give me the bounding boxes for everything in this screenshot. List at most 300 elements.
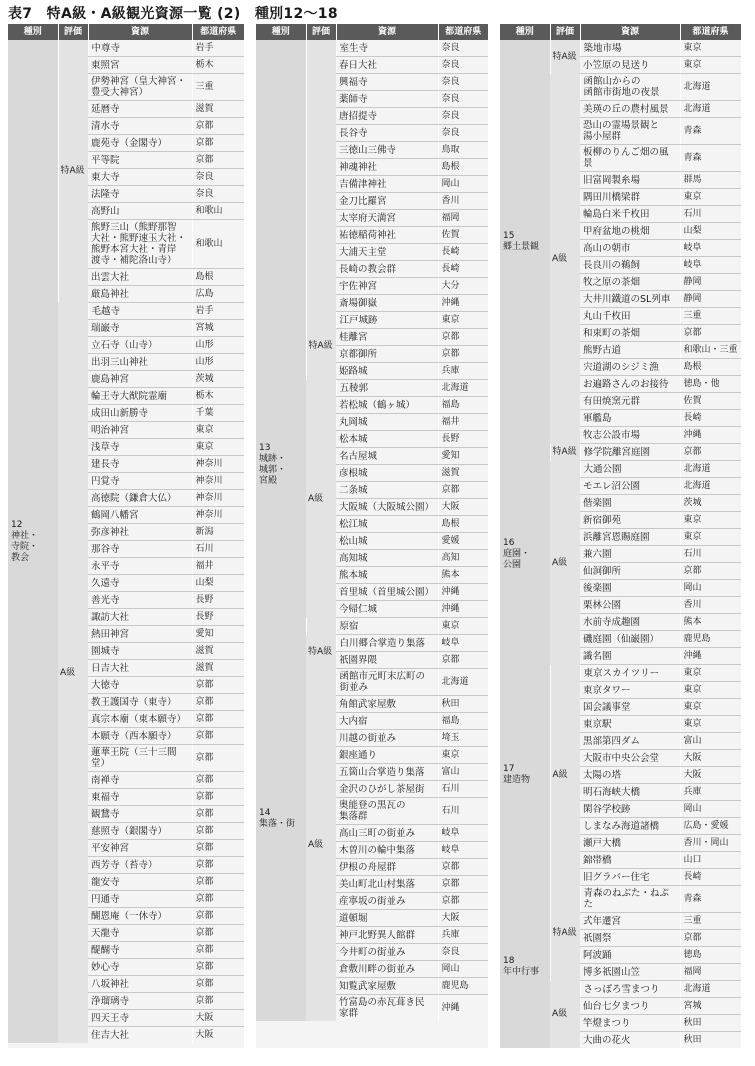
resource-name: 平等院 — [88, 152, 192, 169]
resource-name: 今帰仁城 — [336, 601, 438, 618]
resource-name: 旧富岡製糸場 — [580, 172, 680, 189]
prefecture-name: 奈良 — [192, 169, 244, 186]
resource-name: 国会議事堂 — [580, 699, 680, 716]
prefecture-name: 京都 — [192, 152, 244, 169]
resource-name: 大井川鐵道のSL列車 — [580, 291, 680, 308]
resource-name: 清水寺 — [88, 118, 192, 135]
prefecture-name: 神奈川 — [192, 507, 244, 524]
resource-name: 和束町の茶畑 — [580, 325, 680, 342]
prefecture-name: 大阪 — [438, 499, 488, 516]
rating-cell: 特A級 — [58, 40, 88, 303]
prefecture-name: 京都 — [192, 806, 244, 823]
prefecture-name: 鳥取 — [438, 142, 488, 159]
prefecture-name: 岐阜 — [438, 842, 488, 859]
resource-name: 興福寺 — [336, 74, 438, 91]
resource-name: 伊根の舟屋群 — [336, 859, 438, 876]
prefecture-name: 京都 — [192, 942, 244, 959]
prefecture-name: 東京 — [680, 40, 741, 57]
resource-name: 函館山からの 函館市街地の夜景 — [580, 74, 680, 101]
resource-name: 栗林公園 — [580, 597, 680, 614]
resource-name: 東大寺 — [88, 169, 192, 186]
prefecture-name: 秋田 — [680, 1015, 741, 1032]
table-column-2 — [256, 24, 488, 1048]
resource-name: 大曲の花火 — [583, 1034, 631, 1046]
prefecture-name: 島根 — [680, 359, 741, 376]
resource-name: 平安神宮 — [88, 840, 192, 857]
resource-name: 長良川の鵜飼 — [580, 257, 680, 274]
prefecture-name: 富山 — [438, 764, 488, 781]
prefecture-name: 山形 — [192, 354, 244, 371]
prefecture-name: 栃木 — [192, 388, 244, 405]
prefecture-name: 北海道 — [680, 478, 741, 495]
resource-name: 新宿御苑 — [580, 512, 680, 529]
prefecture-name: 岩手 — [192, 303, 244, 320]
prefecture-name: 岡山 — [438, 176, 488, 193]
table-row — [256, 618, 488, 635]
resource-name: 日吉大社 — [88, 660, 192, 677]
prefecture-name: 京都 — [680, 325, 741, 342]
prefecture-name: 長野 — [438, 431, 488, 448]
prefecture-name: 滋賀 — [192, 643, 244, 660]
prefecture-name: 京都 — [192, 857, 244, 874]
rating-cell: A級 — [550, 981, 580, 1049]
resource-name: 永平寺 — [88, 558, 192, 575]
resource-name: 水前寺成趣園 — [580, 614, 680, 631]
rating-cell: 特A級 — [550, 40, 580, 74]
resource-name: 教王護国寺（東寺） — [88, 694, 192, 711]
resource-name: 毛越寺 — [88, 303, 192, 320]
resource-name: 江戸城跡 — [336, 312, 438, 329]
resource-name: 美瑛の丘の農村風景 — [580, 101, 680, 118]
prefecture-name: 秋田 — [680, 1032, 741, 1049]
resource-name: 首里城（首里城公園） — [336, 584, 438, 601]
resource-name: 本願寺（西本願寺） — [88, 728, 192, 745]
resource-name: 瀬戸大橋 — [580, 835, 680, 852]
resource-name: 高徳院（鎌倉大仏） — [88, 490, 192, 507]
resource-name: 木曽川の輪中集落 — [336, 842, 438, 859]
prefecture-name: 奈良 — [438, 74, 488, 91]
resource-name: 宍道湖のシジミ漁 — [580, 359, 680, 376]
resource-name: 熊野古道 — [580, 342, 680, 359]
rating-cell: A級 — [550, 665, 580, 886]
resource-name: 道頓堀 — [336, 910, 438, 927]
prefecture-name: 京都 — [438, 346, 488, 363]
prefecture-name: 茨城 — [680, 495, 741, 512]
resource-name: 真宗本廟（東本願寺） — [88, 711, 192, 728]
resource-name: 牧志公設市場 — [580, 427, 680, 444]
resource-name: 建長寺 — [88, 456, 192, 473]
prefecture-name: 京都 — [192, 891, 244, 908]
rating-cell: A級 — [306, 380, 336, 618]
prefecture-name: 京都 — [680, 930, 741, 947]
prefecture-name: 東京 — [192, 422, 244, 439]
prefecture-name: 神奈川 — [192, 473, 244, 490]
prefecture-name: 京都 — [192, 959, 244, 976]
resource-name: 博多祇園山笠 — [580, 964, 680, 981]
prefecture-name: 島根 — [192, 269, 244, 286]
resource-name: 若松城（鶴ヶ城） — [336, 397, 438, 414]
prefecture-name: 石川 — [192, 541, 244, 558]
prefecture-name: 京都 — [438, 329, 488, 346]
table-row — [256, 312, 488, 329]
prefecture-name: 岡山 — [680, 801, 741, 818]
resource-name: 奥能登の黒瓦の 集落群 — [336, 798, 438, 825]
prefecture-name: 岐阜 — [680, 240, 741, 257]
category-cell: 12 神社・ 寺院・ 教会 — [8, 40, 58, 1043]
resource-name: 熊本城 — [336, 567, 438, 584]
rating-cell — [306, 618, 336, 635]
resource-name: 太陽の塔 — [580, 767, 680, 784]
prefecture-name: 北海道 — [680, 74, 741, 101]
rating-cell: A級 — [306, 669, 336, 1022]
prefecture-name: 岐阜 — [438, 825, 488, 842]
table-column-3 — [500, 24, 741, 1048]
resource-table-3 — [500, 24, 741, 1048]
resource-name: 唐招提寺 — [336, 108, 438, 125]
resource-name: 鹿島神宮 — [88, 371, 192, 388]
resource-name: 熱田神宮 — [88, 626, 192, 643]
header-rating: 評価 — [306, 24, 336, 40]
table-row — [500, 665, 741, 682]
prefecture-name: 京都 — [192, 694, 244, 711]
resource-name: 白川郷合掌造り集落 — [336, 635, 438, 652]
prefecture-name: 青森 — [680, 118, 741, 145]
prefecture-name: 京都 — [680, 563, 741, 580]
prefecture-name: 京都 — [192, 118, 244, 135]
prefecture-name: 大阪 — [192, 1027, 244, 1044]
resource-table-1 — [8, 24, 244, 1043]
header-prefecture: 都道府県 — [438, 24, 488, 40]
prefecture-name: 京都 — [192, 789, 244, 806]
resource-name: 祇園界隈 — [336, 652, 438, 669]
resource-name: 青森のねぶた・ねぷた — [580, 886, 680, 913]
table-row — [500, 40, 741, 57]
resource-name: 浜離宮恩賜庭園 — [580, 529, 680, 546]
prefecture-name: 福井 — [192, 558, 244, 575]
prefecture-name: 茨城 — [192, 371, 244, 388]
resource-name: 丸山千枚田 — [580, 308, 680, 325]
prefecture-name: 埼玉 — [438, 730, 488, 747]
resource-name: 住吉大社 — [91, 1029, 130, 1041]
resource-name: 妙心寺 — [88, 959, 192, 976]
resource-name: 美山町北山村集落 — [336, 876, 438, 893]
resource-name: 醐恩庵（一休寺） — [88, 908, 192, 925]
prefecture-name: 奈良 — [438, 40, 488, 57]
prefecture-name: 長崎 — [680, 869, 741, 886]
resource-name: 吉備津神社 — [336, 176, 438, 193]
prefecture-name: 鹿児島 — [680, 631, 741, 648]
resource-name: 醍醐寺 — [88, 942, 192, 959]
rating-cell: 特A級 — [550, 444, 580, 461]
prefecture-name: 広島・愛媛 — [680, 818, 741, 835]
prefecture-name: 京都 — [192, 840, 244, 857]
resource-name: 神魂神社 — [336, 159, 438, 176]
resource-name: 軍艦島 — [580, 410, 680, 427]
prefecture-name: 沖縄 — [438, 295, 488, 312]
prefecture-name: 長崎 — [680, 410, 741, 427]
prefecture-name: 東京 — [438, 618, 488, 635]
resource-name: 銀座通り — [336, 747, 438, 764]
resource-name: 名古屋城 — [336, 448, 438, 465]
resource-name: 松山城 — [336, 533, 438, 550]
prefecture-name: 京都 — [192, 976, 244, 993]
prefecture-name: 北海道 — [680, 981, 741, 998]
resource-name: 成田山新勝寺 — [88, 405, 192, 422]
prefecture-name: 高知 — [438, 550, 488, 567]
resource-name: 四天王寺 — [88, 1010, 192, 1027]
prefecture-name: 愛知 — [438, 448, 488, 465]
prefecture-name: 東京 — [680, 665, 741, 682]
prefecture-name: 広島 — [192, 286, 244, 303]
resource-name: 園城寺 — [88, 643, 192, 660]
resource-name: 明石海峡大橋 — [580, 784, 680, 801]
prefecture-name: 福岡 — [680, 964, 741, 981]
resource-name: 鶴岡八幡宮 — [88, 507, 192, 524]
prefecture-name: 群馬 — [680, 172, 741, 189]
prefecture-name: 京都 — [438, 893, 488, 910]
prefecture-name: 兵庫 — [680, 784, 741, 801]
prefecture-name: 岩手 — [192, 40, 244, 57]
header-resource: 資源 — [580, 24, 680, 40]
prefecture-name: 奈良 — [438, 108, 488, 125]
prefecture-name: 京都 — [680, 444, 741, 461]
prefecture-name: 徳島・他 — [680, 376, 741, 393]
rating-cell: 特A級 — [550, 886, 580, 981]
prefecture-name: 沖縄 — [438, 995, 488, 1022]
resource-name: 大内宿 — [336, 713, 438, 730]
resource-name: 出雲大社 — [88, 269, 192, 286]
prefecture-name: 京都 — [192, 745, 244, 772]
rating-cell: A級 — [550, 74, 580, 444]
rating-cell: 特A級 — [306, 312, 336, 380]
category-cell: 13 城跡・ 城郭・ 宮殿 — [256, 312, 306, 618]
prefecture-name: 石川 — [438, 781, 488, 798]
prefecture-name: 宮城 — [192, 320, 244, 337]
resource-name: 板柳のりんご畑の風景 — [580, 145, 680, 172]
prefecture-name: 三重 — [192, 74, 244, 101]
resource-name: 慈照寺（銀閣寺） — [88, 823, 192, 840]
resource-name: 東京スカイツリー — [580, 665, 680, 682]
resource-name: 五稜郭 — [336, 380, 438, 397]
prefecture-name: 京都 — [192, 874, 244, 891]
prefecture-name: 新潟 — [192, 524, 244, 541]
category-cell: 15 郷土景観 — [500, 40, 550, 444]
resource-name: 後楽園 — [580, 580, 680, 597]
resource-name: 偕楽園 — [580, 495, 680, 512]
resource-name: 東京タワー — [580, 682, 680, 699]
prefecture-name: 香川・岡山 — [680, 835, 741, 852]
prefecture-name: 奈良 — [438, 944, 488, 961]
category-cell: 18 年中行事 — [500, 886, 550, 1049]
prefecture-name: 大分 — [438, 278, 488, 295]
resource-name: 熊野三山（熊野那智 大社・熊野速玉大社・ 熊野本宮大社・青岸 渡寺・補陀洛山寺） — [88, 220, 192, 269]
resource-name: 浅草寺 — [88, 439, 192, 456]
resource-name: 那谷寺 — [88, 541, 192, 558]
prefecture-name: 岐阜 — [680, 257, 741, 274]
prefecture-name: 石川 — [438, 798, 488, 825]
prefecture-name: 沖縄 — [438, 584, 488, 601]
header-resource: 資源 — [88, 24, 192, 40]
table-row — [500, 886, 741, 913]
resource-name: モエレ沼公園 — [580, 478, 680, 495]
resource-name: 倉敷川畔の街並み — [336, 961, 438, 978]
category-cell — [256, 40, 306, 312]
prefecture-name: 沖縄 — [680, 648, 741, 665]
resource-name: 錦帯橋 — [580, 852, 680, 869]
resource-name: 小笠原の見送り — [580, 57, 680, 74]
resource-name: 金刀比羅宮 — [336, 193, 438, 210]
resource-name: 東福寺 — [88, 789, 192, 806]
resource-name: 龍安寺 — [88, 874, 192, 891]
prefecture-name: 東京 — [680, 716, 741, 733]
rating-cell: A級 — [58, 303, 88, 1044]
header-resource: 資源 — [336, 24, 438, 40]
prefecture-name: 京都 — [192, 925, 244, 942]
prefecture-name: 京都 — [192, 711, 244, 728]
header-prefecture: 都道府県 — [680, 24, 741, 40]
resource-name: 祐徳稲荷神社 — [336, 227, 438, 244]
prefecture-name: 兵庫 — [438, 927, 488, 944]
prefecture-name: 東京 — [438, 747, 488, 764]
resource-name: 丸岡城 — [336, 414, 438, 431]
resource-name: 阿波踊 — [580, 947, 680, 964]
resource-name: 神戸北野異人館群 — [336, 927, 438, 944]
resource-name: 式年遷宮 — [580, 913, 680, 930]
prefecture-name: 東京 — [680, 512, 741, 529]
page-title: 表7 特A級・A級観光資源一覧 (2) 種別12〜18 — [8, 6, 338, 22]
prefecture-name: 神奈川 — [192, 456, 244, 473]
category-cell: 17 建造物 — [500, 665, 550, 886]
prefecture-name: 島根 — [438, 159, 488, 176]
resource-name: 金沢のひがし茶屋街 — [336, 781, 438, 798]
resource-name: 有田焼窯元群 — [580, 393, 680, 410]
resource-name: 川越の街並み — [336, 730, 438, 747]
prefecture-name: 滋賀 — [192, 101, 244, 118]
resource-name: 識名園 — [580, 648, 680, 665]
prefecture-name: 香川 — [680, 597, 741, 614]
resource-name: 南禅寺 — [88, 772, 192, 789]
prefecture-name: 栃木 — [192, 57, 244, 74]
prefecture-name: 山口 — [680, 852, 741, 869]
prefecture-name: 京都 — [438, 859, 488, 876]
resource-name: 大阪城（大阪城公園） — [336, 499, 438, 516]
resource-name: 原宿 — [336, 618, 438, 635]
prefecture-name: 秋田 — [438, 696, 488, 713]
prefecture-name: 福岡 — [438, 210, 488, 227]
header-type: 種別 — [8, 24, 58, 40]
prefecture-name: 福島 — [438, 713, 488, 730]
resource-name: 観鵞寺 — [88, 806, 192, 823]
prefecture-name: 大阪 — [680, 750, 741, 767]
prefecture-name: 千葉 — [192, 405, 244, 422]
resource-name: 長谷寺 — [336, 125, 438, 142]
prefecture-name: 東京 — [680, 529, 741, 546]
resource-name: 久遠寺 — [88, 575, 192, 592]
resource-name: 甲府盆地の桃畑 — [580, 223, 680, 240]
prefecture-name: 長野 — [192, 609, 244, 626]
resource-name: 立石寺（山寺） — [88, 337, 192, 354]
resource-name: 産寧坂の街並み — [336, 893, 438, 910]
prefecture-name: 京都 — [438, 482, 488, 499]
prefecture-name: 岡山 — [438, 961, 488, 978]
prefecture-name: 滋賀 — [438, 465, 488, 482]
prefecture-name: 岡山 — [680, 580, 741, 597]
resource-name: 弥彦神社 — [88, 524, 192, 541]
prefecture-name: 京都 — [438, 652, 488, 669]
resource-name: 輪王寺大猷院霊廟 — [88, 388, 192, 405]
prefecture-name: 東京 — [680, 57, 741, 74]
resource-name: 二条城 — [336, 482, 438, 499]
category-cell: 16 庭園・ 公園 — [500, 444, 550, 665]
prefecture-name: 福井 — [438, 414, 488, 431]
prefecture-name: 京都 — [192, 677, 244, 694]
resource-name: 大徳寺 — [88, 677, 192, 694]
header-prefecture: 都道府県 — [192, 24, 244, 40]
resource-name: 長崎の教会群 — [336, 261, 438, 278]
resource-name: 延暦寺 — [88, 101, 192, 118]
resource-name: 兼六園 — [580, 546, 680, 563]
resource-name: 善光寺 — [88, 592, 192, 609]
prefecture-name: 宮城 — [680, 998, 741, 1015]
prefecture-name: 佐賀 — [438, 227, 488, 244]
prefecture-name: 和歌山・三重 — [680, 342, 741, 359]
resource-name: 旧グラバー住宅 — [580, 869, 680, 886]
prefecture-name: 奈良 — [438, 125, 488, 142]
prefecture-name: 東京 — [680, 189, 741, 206]
prefecture-name: 和歌山 — [192, 220, 244, 269]
resource-name: 祇園祭 — [580, 930, 680, 947]
prefecture-name: 大阪 — [438, 910, 488, 927]
resource-name: 牧之原の茶畑 — [580, 274, 680, 291]
header-type: 種別 — [256, 24, 306, 40]
resource-name: 函館市元町末広町の 街並み — [336, 669, 438, 696]
header-rating: 評価 — [550, 24, 580, 40]
prefecture-name: 和歌山 — [192, 203, 244, 220]
resource-name: 松江城 — [336, 516, 438, 533]
prefecture-name: 愛媛 — [438, 533, 488, 550]
resource-name: 春日大社 — [336, 57, 438, 74]
prefecture-name: 福島 — [438, 397, 488, 414]
header-rating: 評価 — [58, 24, 88, 40]
resource-name: 黒部第四ダム — [580, 733, 680, 750]
prefecture-name: 東京 — [680, 682, 741, 699]
resource-name: 鹿苑寺（金閣寺） — [88, 135, 192, 152]
table-row — [500, 444, 741, 461]
prefecture-name: 京都 — [192, 908, 244, 925]
prefecture-name: 熊本 — [438, 567, 488, 584]
resource-name: 大阪市中央公会堂 — [580, 750, 680, 767]
prefecture-name: 神奈川 — [192, 490, 244, 507]
resource-name: 磯庭園（仙巌園） — [580, 631, 680, 648]
resource-name: 法隆寺 — [88, 186, 192, 203]
resource-name: 伊勢神宮（皇大神宮・ 豊受大神宮） — [88, 74, 192, 101]
resource-name: 彦根城 — [336, 465, 438, 482]
resource-name: 知覧武家屋敷 — [336, 978, 438, 995]
resource-name: 五箇山合掌造り集落 — [336, 764, 438, 781]
resource-name: 姫路城 — [336, 363, 438, 380]
prefecture-name: 富山 — [680, 733, 741, 750]
prefecture-name: 北海道 — [438, 380, 488, 397]
resource-name: 天龍寺 — [88, 925, 192, 942]
resource-table-2 — [256, 24, 488, 1021]
resource-name: さっぽろ雪まつり — [580, 981, 680, 998]
header-type: 種別 — [500, 24, 550, 40]
prefecture-name: 長野 — [192, 592, 244, 609]
resource-name: 東京駅 — [580, 716, 680, 733]
prefecture-name: 長崎 — [438, 244, 488, 261]
resource-name: しまなみ海道諸橋 — [580, 818, 680, 835]
resource-name: 東照宮 — [88, 57, 192, 74]
